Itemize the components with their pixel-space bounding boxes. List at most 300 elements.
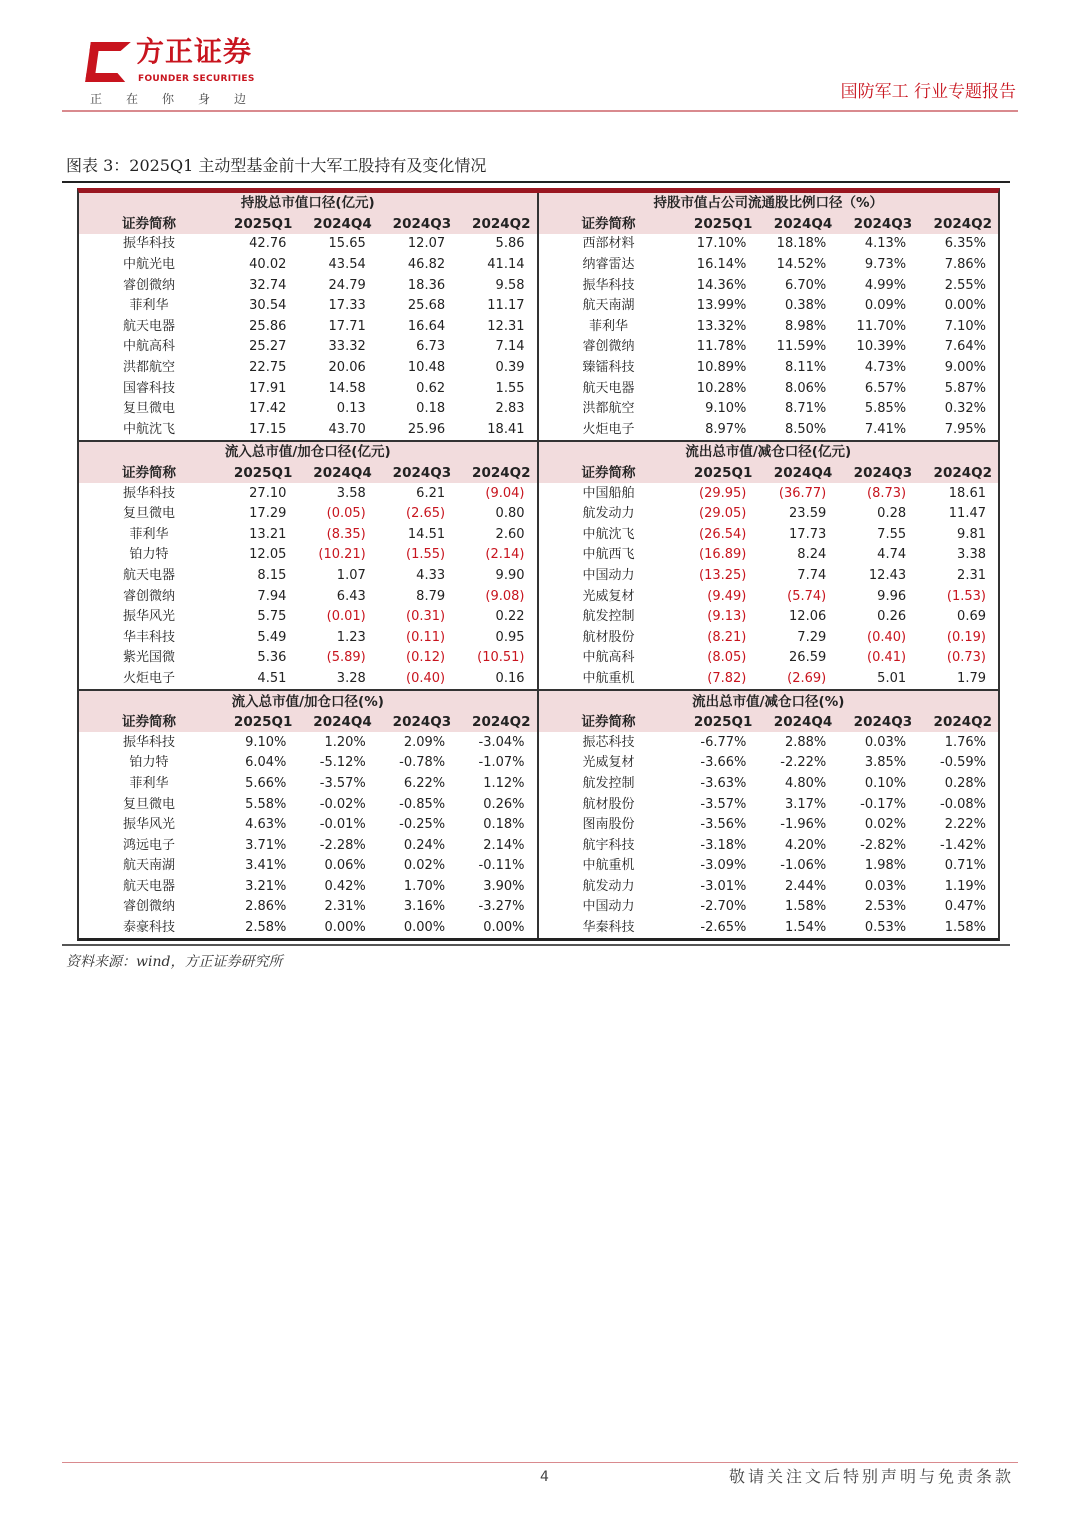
value-cell: 1.54%: [784, 920, 827, 936]
block-title: 持股总市值口径(亿元): [79, 193, 537, 214]
table-row: [79, 607, 537, 628]
value-cell: -0.78%: [399, 755, 446, 771]
holdings-table: [77, 188, 1000, 941]
value-cell: -6.77%: [700, 734, 747, 750]
value-cell: 4.51: [257, 670, 287, 686]
table-row: [539, 525, 999, 546]
table-row: [79, 877, 537, 898]
value-cell: 16.64: [407, 318, 446, 334]
stock-name: 睿创微纳: [582, 339, 635, 355]
value-cell: 0.03%: [864, 734, 907, 750]
stock-name: 航天电器: [582, 380, 635, 396]
column-header: 2025Q1: [219, 214, 298, 235]
page-number: 4: [540, 1469, 549, 1485]
value-cell: (2.14): [485, 547, 525, 563]
value-cell: -3.57%: [700, 796, 747, 812]
value-cell: (0.11): [406, 629, 446, 645]
stock-name: 振华风光: [122, 817, 175, 833]
stock-name: 睿创微纳: [122, 899, 175, 915]
stock-name: 振华科技: [122, 485, 175, 501]
value-cell: (29.05): [699, 506, 747, 522]
stock-name: 航发动力: [582, 878, 635, 894]
value-cell: 3.21%: [245, 878, 287, 894]
stock-name: 复旦微电: [122, 401, 175, 417]
value-cell: 4.33: [416, 567, 446, 583]
value-cell: 11.17: [487, 298, 525, 314]
value-cell: 0.38%: [784, 298, 827, 314]
value-cell: 3.41%: [245, 858, 287, 874]
value-cell: 0.71%: [944, 858, 986, 874]
table-row: [79, 566, 537, 587]
stock-name: 菲利华: [129, 526, 169, 542]
table-row: [79, 669, 537, 690]
stock-name: 航发动力: [582, 506, 635, 522]
column-header: 2025Q1: [679, 214, 759, 235]
value-cell: -0.02%: [319, 796, 366, 812]
figure-title-divider: [62, 181, 1010, 183]
value-cell: 3.58: [336, 485, 366, 501]
value-cell: (8.21): [707, 629, 747, 645]
value-cell: 7.41%: [864, 421, 907, 437]
table-row: [539, 378, 999, 399]
stock-name: 航天南湖: [122, 858, 175, 874]
value-cell: 8.15: [257, 567, 287, 583]
table-row: [539, 337, 999, 358]
value-cell: -3.18%: [700, 837, 747, 853]
value-cell: 5.36: [257, 650, 287, 666]
value-cell: 8.06%: [784, 380, 827, 396]
table-row: [79, 545, 537, 566]
stock-name: 泰豪科技: [122, 920, 175, 936]
stock-name: 臻镭科技: [582, 360, 635, 376]
value-cell: -2.70%: [700, 899, 747, 915]
stock-name: 振芯科技: [582, 734, 635, 750]
value-cell: 7.64%: [944, 339, 986, 355]
value-cell: 1.58%: [784, 899, 827, 915]
value-cell: 6.04%: [245, 755, 287, 771]
value-cell: 9.81: [957, 526, 986, 542]
value-cell: 0.80: [495, 506, 525, 522]
stock-name: 菲利华: [588, 318, 628, 334]
table-row: [539, 877, 999, 898]
table-block: [539, 193, 999, 442]
value-cell: 6.21: [416, 485, 446, 501]
value-cell: -1.06%: [780, 858, 827, 874]
table-row: [79, 337, 537, 358]
table-row: [539, 234, 999, 255]
stock-name: 航发控制: [582, 609, 635, 625]
column-header: 2024Q3: [838, 712, 918, 733]
value-cell: 7.10%: [944, 318, 986, 334]
value-cell: -3.66%: [700, 755, 747, 771]
value-cell: 14.36%: [696, 277, 747, 293]
value-cell: 2.09%: [403, 734, 446, 750]
value-cell: 18.18%: [776, 236, 827, 252]
value-cell: 1.76%: [944, 734, 986, 750]
table-row: [539, 399, 999, 420]
stock-name: 中国动力: [582, 899, 635, 915]
value-cell: -0.11%: [478, 858, 525, 874]
block-title: 流出总市值/减仓口径(亿元): [539, 442, 999, 463]
stock-name: 纳睿雷达: [582, 257, 635, 273]
table-bottom-divider: [62, 944, 1010, 946]
value-cell: -1.42%: [940, 837, 986, 853]
column-header: 2024Q4: [298, 214, 377, 235]
table-row: [539, 607, 999, 628]
value-cell: 0.09%: [864, 298, 907, 314]
table-row: [79, 399, 537, 420]
value-cell: (1.53): [946, 588, 986, 604]
value-cell: 7.86%: [944, 257, 986, 273]
value-cell: -0.17%: [860, 796, 907, 812]
value-cell: (10.21): [318, 547, 366, 563]
value-cell: (0.73): [946, 650, 986, 666]
value-cell: 9.10%: [705, 401, 747, 417]
table-row: [539, 815, 999, 836]
value-cell: (2.69): [787, 670, 827, 686]
value-cell: 6.22%: [403, 775, 446, 791]
stock-name: 航宇科技: [582, 837, 635, 853]
table-row: [79, 897, 537, 918]
value-cell: 0.00%: [403, 920, 446, 936]
value-cell: 6.57%: [864, 380, 907, 396]
value-cell: 2.83: [495, 401, 525, 417]
value-cell: 12.43: [868, 567, 907, 583]
value-cell: 18.36: [407, 277, 446, 293]
value-cell: 13.21: [249, 526, 287, 542]
value-cell: 24.79: [328, 277, 366, 293]
table-row: [539, 627, 999, 648]
value-cell: 18.41: [487, 421, 525, 437]
value-cell: -3.57%: [319, 775, 366, 791]
table-row: [539, 835, 999, 856]
table-row: [539, 504, 999, 525]
value-cell: 8.71%: [784, 401, 827, 417]
value-cell: 4.74: [877, 547, 907, 563]
value-cell: 8.97%: [705, 421, 747, 437]
stock-name: 图南股份: [582, 817, 635, 833]
figure-title: 图表 3：2025Q1 主动型基金前十大军工股持有及变化情况: [66, 156, 487, 175]
value-cell: (2.65): [406, 506, 446, 522]
stock-name: 光威复材: [582, 755, 635, 771]
stock-name: 火炬电子: [582, 421, 635, 437]
column-header: 2025Q1: [219, 463, 298, 484]
stock-name: 复旦微电: [122, 796, 175, 812]
value-cell: 1.20%: [324, 734, 366, 750]
table-row: [79, 774, 537, 795]
value-cell: 6.43: [336, 588, 366, 604]
value-cell: 7.14: [495, 339, 525, 355]
value-cell: 2.58%: [245, 920, 287, 936]
value-cell: (0.40): [867, 629, 907, 645]
value-cell: 26.59: [789, 650, 827, 666]
report-type: 国防军工 行业专题报告: [840, 82, 1016, 102]
table-row: [79, 525, 537, 546]
value-cell: 30.54: [249, 298, 287, 314]
value-cell: 1.19%: [944, 878, 986, 894]
value-cell: 17.10%: [696, 236, 747, 252]
stock-name: 中航沈飞: [122, 421, 175, 437]
value-cell: 2.60: [495, 526, 525, 542]
sub-table: [539, 193, 999, 440]
sub-table: [79, 442, 537, 689]
table-row: [539, 255, 999, 276]
value-cell: 10.48: [407, 360, 446, 376]
value-cell: 9.58: [495, 277, 525, 293]
table-row: [539, 774, 999, 795]
logo-en: FOUNDER SECURITIES: [138, 74, 255, 84]
value-cell: 1.98%: [864, 858, 907, 874]
table-grid: [79, 193, 998, 938]
value-cell: 0.47%: [944, 899, 986, 915]
value-cell: (10.51): [477, 650, 525, 666]
table-row: [79, 378, 537, 399]
value-cell: 0.18%: [483, 817, 525, 833]
value-cell: 5.87%: [944, 380, 986, 396]
column-header: 2024Q2: [457, 463, 536, 484]
stock-name: 洪都航空: [582, 401, 635, 417]
value-cell: 9.96: [877, 588, 907, 604]
value-cell: -2.82%: [860, 837, 907, 853]
value-cell: 4.63%: [245, 817, 287, 833]
value-cell: (8.73): [867, 485, 907, 501]
value-cell: -2.65%: [700, 920, 747, 936]
table-row: [539, 669, 999, 690]
logo-mark-icon: [85, 42, 131, 82]
value-cell: 17.42: [249, 401, 287, 417]
table-row: [539, 545, 999, 566]
value-cell: (0.40): [406, 670, 446, 686]
table-row: [79, 483, 537, 504]
table-block: [79, 442, 539, 691]
value-cell: 32.74: [249, 277, 287, 293]
table-row: [79, 815, 537, 836]
value-cell: (0.19): [946, 629, 986, 645]
value-cell: 33.32: [328, 339, 366, 355]
table-row: [79, 918, 537, 939]
value-cell: 3.90%: [483, 878, 525, 894]
value-cell: 0.16: [495, 670, 525, 686]
column-header: 2024Q3: [378, 712, 457, 733]
footer-divider: [62, 1462, 1018, 1463]
table-block: [79, 691, 539, 938]
stock-name: 国睿科技: [122, 380, 175, 396]
value-cell: -0.01%: [319, 817, 366, 833]
column-header: 2024Q4: [758, 463, 838, 484]
block-title: 流入总市值/加仓口径(亿元): [79, 442, 537, 463]
value-cell: 5.86: [495, 236, 525, 252]
table-row: [79, 296, 537, 317]
value-cell: 2.31%: [324, 899, 366, 915]
value-cell: -3.27%: [478, 899, 525, 915]
value-cell: 16.14%: [696, 257, 747, 273]
table-row: [539, 856, 999, 877]
header-divider: [62, 110, 1018, 112]
value-cell: 25.68: [407, 298, 446, 314]
value-cell: (29.95): [699, 485, 747, 501]
value-cell: 0.28: [877, 506, 907, 522]
column-header: 2025Q1: [219, 712, 298, 733]
stock-name: 振华科技: [582, 277, 635, 293]
value-cell: 11.78%: [696, 339, 747, 355]
value-cell: -5.12%: [319, 755, 366, 771]
value-cell: (0.05): [326, 506, 366, 522]
value-cell: 17.33: [328, 298, 366, 314]
stock-name: 振华科技: [122, 236, 175, 252]
column-header: 证券简称: [79, 712, 219, 733]
value-cell: 14.51: [407, 526, 446, 542]
value-cell: 0.13: [336, 401, 366, 417]
value-cell: (7.82): [707, 670, 747, 686]
value-cell: (0.01): [326, 609, 366, 625]
value-cell: 0.26: [877, 609, 907, 625]
table-row: [79, 420, 537, 441]
stock-name: 航发控制: [582, 775, 635, 791]
value-cell: (1.55): [406, 547, 446, 563]
column-header: 2024Q4: [758, 712, 838, 733]
value-cell: 8.98%: [784, 318, 827, 334]
table-row: [539, 586, 999, 607]
table-row: [539, 483, 999, 504]
table-row: [539, 753, 999, 774]
value-cell: 5.58%: [245, 796, 287, 812]
stock-name: 铂力特: [129, 547, 169, 563]
stock-name: 菲利华: [129, 775, 169, 791]
value-cell: 0.00%: [483, 920, 525, 936]
column-header: 证券简称: [79, 214, 219, 235]
value-cell: 17.29: [249, 506, 287, 522]
table-row: [539, 897, 999, 918]
value-cell: 43.70: [328, 421, 366, 437]
sub-table: [79, 691, 537, 938]
stock-name: 华秦科技: [582, 920, 635, 936]
value-cell: (9.08): [485, 588, 525, 604]
stock-name: 航材股份: [582, 796, 635, 812]
table-row: [79, 732, 537, 753]
stock-name: 铂力特: [129, 755, 169, 771]
column-header: 证券简称: [539, 214, 679, 235]
value-cell: 12.07: [407, 236, 446, 252]
value-cell: 6.35%: [944, 236, 986, 252]
table-row: [539, 317, 999, 338]
stock-name: 洪都航空: [122, 360, 175, 376]
disclaimer: 敬请关注文后特别声明与免责条款: [728, 1467, 1014, 1486]
value-cell: -2.22%: [780, 755, 827, 771]
value-cell: (5.74): [787, 588, 827, 604]
value-cell: -0.59%: [940, 755, 986, 771]
value-cell: 5.85%: [864, 401, 907, 417]
table-block: [539, 691, 999, 938]
column-header: 2024Q3: [838, 463, 918, 484]
value-cell: 10.28%: [696, 380, 747, 396]
value-cell: -3.09%: [700, 858, 747, 874]
value-cell: 9.73%: [864, 257, 907, 273]
value-cell: 41.14: [487, 257, 525, 273]
value-cell: -0.25%: [399, 817, 446, 833]
column-header: 2024Q2: [457, 712, 536, 733]
sub-table: [539, 442, 999, 689]
value-cell: 1.12%: [483, 775, 525, 791]
value-cell: 11.47: [948, 506, 986, 522]
value-cell: 0.00%: [324, 920, 366, 936]
value-cell: 0.28%: [944, 775, 986, 791]
block-title: 流入总市值/加仓口径(%): [79, 691, 537, 712]
stock-name: 振华风光: [122, 609, 175, 625]
value-cell: 3.38: [957, 547, 986, 563]
stock-name: 振华科技: [122, 734, 175, 750]
column-header: 证券简称: [539, 463, 679, 484]
logo-cn: 方正证券: [136, 35, 253, 68]
value-cell: -1.07%: [478, 755, 525, 771]
table-row: [79, 358, 537, 379]
value-cell: -0.85%: [399, 796, 446, 812]
source-note: 资料来源：wind，方正证券研究所: [66, 954, 283, 971]
value-cell: (16.89): [699, 547, 747, 563]
value-cell: 27.10: [249, 485, 287, 501]
value-cell: (0.31): [406, 609, 446, 625]
value-cell: 4.13%: [864, 236, 907, 252]
value-cell: 4.80%: [784, 775, 827, 791]
sub-table: [79, 193, 537, 440]
value-cell: 17.15: [249, 421, 287, 437]
table-row: [539, 275, 999, 296]
value-cell: 40.02: [249, 257, 287, 273]
table-row: [79, 753, 537, 774]
stock-name: 航天电器: [122, 318, 175, 334]
value-cell: 42.76: [249, 236, 287, 252]
value-cell: 9.00%: [944, 360, 986, 376]
value-cell: 0.95: [495, 629, 525, 645]
value-cell: 5.75: [257, 609, 287, 625]
value-cell: 7.74: [797, 567, 827, 583]
value-cell: 13.99%: [696, 298, 747, 314]
column-header: 2024Q3: [378, 463, 457, 484]
value-cell: 25.96: [407, 421, 446, 437]
value-cell: 11.70%: [856, 318, 907, 334]
stock-name: 中航重机: [582, 670, 635, 686]
value-cell: 46.82: [407, 257, 446, 273]
value-cell: 4.99%: [864, 277, 907, 293]
value-cell: 2.88%: [784, 734, 827, 750]
value-cell: 0.32%: [944, 401, 986, 417]
value-cell: 12.05: [249, 547, 287, 563]
table-row: [79, 275, 537, 296]
value-cell: 0.22: [495, 609, 525, 625]
value-cell: 2.14%: [483, 837, 525, 853]
value-cell: 8.79: [416, 588, 446, 604]
value-cell: (0.12): [406, 650, 446, 666]
value-cell: 2.31: [957, 567, 986, 583]
value-cell: 3.71%: [245, 837, 287, 853]
value-cell: 25.86: [249, 318, 287, 334]
value-cell: 1.70%: [403, 878, 446, 894]
table-row: [539, 566, 999, 587]
value-cell: 3.17%: [784, 796, 827, 812]
slogan: 正在你身边: [90, 92, 271, 106]
value-cell: 9.90: [495, 567, 525, 583]
column-header: 2024Q4: [298, 463, 377, 484]
value-cell: (8.05): [707, 650, 747, 666]
stock-name: 航天电器: [122, 878, 175, 894]
value-cell: 0.62: [416, 380, 446, 396]
value-cell: 11.59%: [776, 339, 827, 355]
table-row: [79, 504, 537, 525]
stock-name: 菲利华: [129, 298, 169, 314]
value-cell: -2.28%: [319, 837, 366, 853]
table-row: [79, 856, 537, 877]
table-row: [539, 420, 999, 441]
value-cell: 0.02%: [403, 858, 446, 874]
